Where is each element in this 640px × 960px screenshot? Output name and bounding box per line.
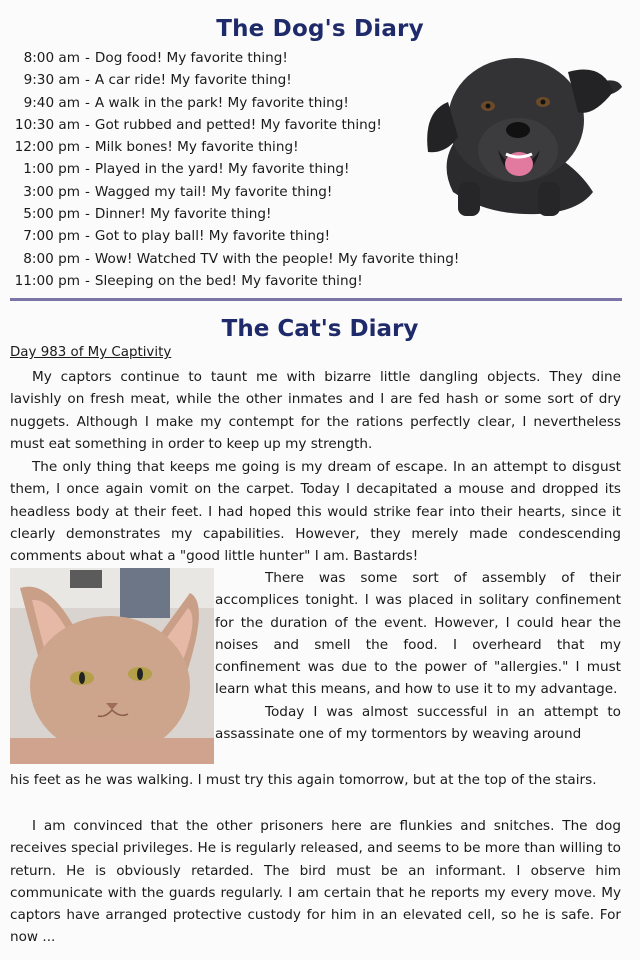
diary-entry <box>0 225 520 247</box>
cat-diary-subtitle: Day 983 of My Captivity <box>10 345 172 360</box>
cat-photo <box>10 568 214 764</box>
entry-separator: - <box>85 139 90 156</box>
cat-paragraph-continued: his feet as he was walking. I must try this again tomorrow, but at the top of the stairs. <box>10 772 597 788</box>
dog-diary-title: The Dog's Diary <box>216 16 424 42</box>
entry-text: A walk in the park! My favorite thing! <box>94 94 349 111</box>
entry-text: Dinner! My favorite thing! <box>94 206 272 223</box>
entry-time: 5:00 pm <box>23 206 80 223</box>
cat-paragraph: My captors continue to taunt me with bizarre little dangling objects. They dine lavishly on fresh meat, while the other inmates and I are fed hash or some sort of dry nuggets. Although I make my contempt for the rations perfectly clear, I nevertheless must eat something in order to keep up my strength. <box>10 369 621 452</box>
entry-text: Wow! Watched TV with the people! My favorite thing! <box>94 250 460 267</box>
entry-text: Sleeping on the bed! My favorite thing! <box>94 272 363 289</box>
entry-separator: - <box>85 161 90 178</box>
entry-time: 8:00 am <box>23 50 80 66</box>
entry-text: Wagged my tail! My favorite thing! <box>94 183 333 200</box>
entry-time: 10:30 am <box>14 116 80 133</box>
entry-time: 7:00 pm <box>23 228 80 245</box>
entry-time: 12:00 pm <box>14 139 80 156</box>
cat-paragraph: I am convinced that the other prisoners here are flunkies and snitches. The dog receives special privileges. He is regularly released, and seems to be more than willing to return. He is obviously retarded. The bird must be an informant. I observe him communicate with the guards regularly. I am certain that he reports my every move. My captors have arranged protective custody for him in an elevated cell, so he is safe. For now ... <box>10 818 621 946</box>
entry-separator: - <box>85 94 90 111</box>
entry-text: Got rubbed and petted! My favorite thing! <box>94 116 382 133</box>
diary-entry <box>0 248 520 270</box>
cat-paragraph: The only thing that keeps me going is my dream of escape. In an attempt to disgust them, I once again vomit on the carpet. Today I decapitated a mouse and dropped its headless body at their feet. I had hoped this would strike fear into their hearts, since it clearly demonstrates my capabilities. However, they merely made condescending comments about what a "good little hunter" I am. Bastards! <box>10 459 621 565</box>
section-divider <box>10 298 622 301</box>
diary-entry <box>0 270 520 292</box>
entry-separator: - <box>85 250 90 267</box>
entry-separator: - <box>85 72 90 89</box>
entry-text: Milk bones! My favorite thing! <box>94 139 299 156</box>
cat-diary-title: The Cat's Diary <box>221 316 419 342</box>
entry-separator: - <box>85 183 90 200</box>
entry-separator: - <box>85 206 90 223</box>
cat-paragraph: Today I was almost successful in an attempt to assassinate one of my tormentors by weaving around <box>215 703 621 743</box>
entry-separator: - <box>85 50 90 66</box>
cat-wrap-text <box>215 567 621 745</box>
entry-time: 1:00 pm <box>23 161 80 178</box>
cat-paragraph: There was some sort of assembly of their accomplices tonight. I was placed in solitary confinement for the duration of the event. However, I could hear the noises and smell the food. I overheard that my confinement was due to the power of "allergies." I must learn what this means, and how to use it to my advantage. <box>215 570 621 698</box>
entry-time: 9:40 am <box>23 94 80 111</box>
entry-separator: - <box>85 116 90 133</box>
entry-text: Dog food! My favorite thing! <box>94 50 288 66</box>
entry-text: A car ride! My favorite thing! <box>94 72 292 89</box>
entry-time: 11:00 pm <box>14 272 80 289</box>
entry-time: 9:30 am <box>23 72 80 89</box>
entry-separator: - <box>85 228 90 245</box>
entry-separator: - <box>85 272 90 289</box>
entry-text: Got to play ball! My favorite thing! <box>94 228 331 245</box>
entry-time: 3:00 pm <box>23 183 80 200</box>
entry-text: Played in the yard! My favorite thing! <box>94 161 350 178</box>
dog-photo <box>418 42 624 218</box>
entry-time: 8:00 pm <box>23 250 80 267</box>
